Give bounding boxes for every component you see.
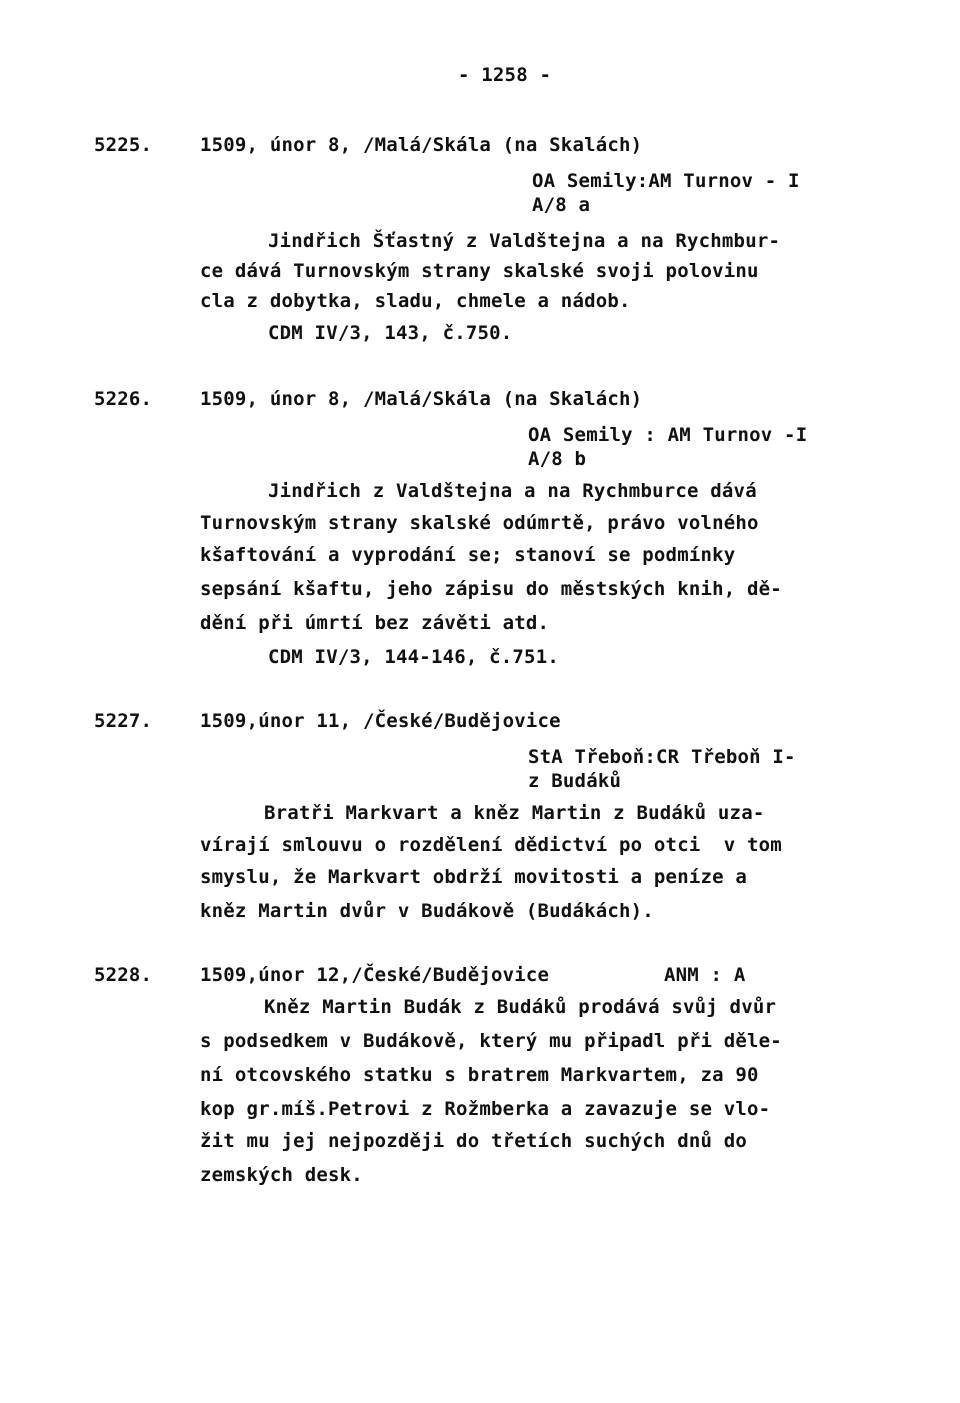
- entry-body-line: s podsedkem v Budákově, který mu připadl při děle-: [200, 1030, 782, 1052]
- entry-reference: CDM IV/3, 143, č.750.: [268, 322, 513, 344]
- entry-heading: 1509, únor 8, /Malá/Skála (na Skalách): [200, 388, 643, 410]
- entry-body-line: cla z dobytka, sladu, chmele a nádob.: [200, 290, 631, 312]
- entry-source: A/8 b: [528, 448, 587, 470]
- entry-heading: 1509, únor 8, /Malá/Skála (na Skalách): [200, 134, 643, 156]
- entry-body-line: kněz Martin dvůr v Budákově (Budákách).: [200, 900, 654, 922]
- entry-body-line: dění při úmrtí bez závěti atd.: [200, 612, 550, 634]
- entry-body-line: smyslu, že Markvart obdrží movitosti a peníze a: [200, 866, 748, 888]
- entry-reference: CDM IV/3, 144-146, č.751.: [268, 646, 559, 668]
- entry-body-line: žit mu jej nejpozději do třetích suchých dnů do: [200, 1130, 748, 1152]
- entry-body-line: sepsání kšaftu, jeho zápisu do městských knih, dě-: [200, 578, 782, 600]
- entry-body-line: Jindřich z Valdštejna a na Rychmburce dává: [268, 480, 757, 502]
- entry-number: 5227.: [94, 710, 153, 732]
- entry-source: OA Semily:AM Turnov - I: [532, 170, 800, 192]
- entry-body-line: ní otcovského statku s bratrem Markvartem, za 90: [200, 1064, 759, 1086]
- entry-body-line: Turnovským strany skalské odúmrtě, právo volného: [200, 512, 759, 534]
- entry-heading: 1509,únor 12,/České/Budějovice: [200, 964, 550, 986]
- entry-body-line: Kněz Martin Budák z Budáků prodává svůj dvůr: [264, 996, 777, 1018]
- entry-number: 5226.: [94, 388, 153, 410]
- entry-source: OA Semily : AM Turnov -I: [528, 424, 808, 446]
- entry-body-line: Jindřich Šťastný z Valdštejna a na Rychmbur-: [268, 230, 781, 252]
- entry-body-line: vírají smlouvu o rozdělení dědictví po otci v tom: [200, 834, 782, 856]
- entry-source: ANM : A: [664, 964, 746, 986]
- page-number: - 1258 -: [458, 64, 552, 86]
- entry-source: A/8 a: [532, 194, 591, 216]
- entry-body-line: kšaftování a vyprodání se; stanoví se podmínky: [200, 544, 736, 566]
- entry-body-line: kop gr.míš.Petrovi z Rožmberka a zavazuje se vlo-: [200, 1098, 771, 1120]
- entry-body-line: Bratři Markvart a kněz Martin z Budáků uza-: [264, 802, 765, 824]
- entry-body-line: ce dává Turnovským strany skalské svoji polovinu: [200, 260, 759, 282]
- entry-number: 5228.: [94, 964, 153, 986]
- entry-body-line: zemských desk.: [200, 1164, 363, 1186]
- entry-source: StA Třeboň:CR Třeboň I-: [528, 746, 796, 768]
- entry-number: 5225.: [94, 134, 153, 156]
- entry-source: z Budáků: [528, 770, 622, 792]
- entry-heading: 1509,únor 11, /České/Budějovice: [200, 710, 561, 732]
